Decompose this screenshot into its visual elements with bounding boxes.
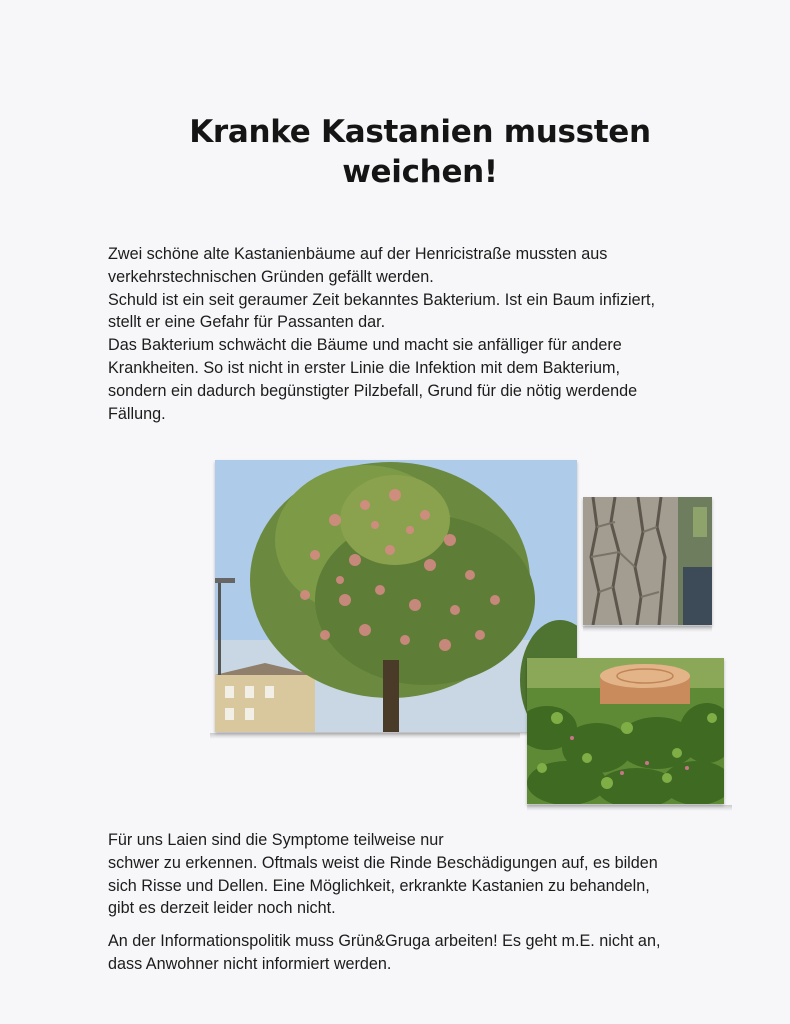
text-line: Schuld ist ein seit geraumer Zeit bekanntes Bakterium. Ist ein Baum infiziert, [108, 290, 656, 309]
text-line: sich Risse und Dellen. Eine Möglichkeit, erkrankte Kastanien zu behandeln, [108, 876, 650, 895]
title-line-2: weichen! [342, 154, 498, 190]
text-line: gibt es derzeit leider noch nicht. [108, 899, 336, 918]
stump-illustration [527, 658, 724, 804]
symptoms-paragraph [108, 829, 738, 920]
title-line-1: Kranke Kastanien mussten [189, 114, 651, 150]
photo-shadow [210, 733, 520, 739]
bark-illustration [583, 497, 712, 625]
chestnut-tree-photo [215, 460, 577, 732]
text-line: Das Bakterium schwächt die Bäume und macht sie anfälliger für andere [108, 336, 622, 355]
article-title [100, 112, 740, 192]
politics-paragraph [108, 930, 738, 976]
photo-shadow [583, 626, 712, 632]
text-line: schwer zu erkennen. Oftmals weist die Rinde Beschädigungen auf, es bilden [108, 853, 658, 872]
text-line: dass Anwohner nicht informiert werden. [108, 954, 392, 973]
text-line: Für uns Laien sind die Symptome teilweise nur [108, 831, 444, 849]
chestnut-tree-illustration [215, 460, 577, 732]
text-line: An der Informationspolitik muss Grün&Gruga arbeiten! Es geht m.E. nicht an, [108, 932, 661, 950]
text-line: Zwei schöne alte Kastanienbäume auf der Henricistraße mussten aus [108, 245, 608, 263]
text-line: sondern ein dadurch begünstigter Pilzbefall, Grund für die nötig werdende [108, 381, 638, 400]
tree-bark-photo [583, 497, 712, 625]
text-line: Fällung. [108, 404, 166, 423]
photo-shadow [527, 805, 732, 811]
intro-paragraph [108, 243, 738, 425]
text-line: Krankheiten. So ist nicht in erster Linie die Infektion mit dem Bakterium, [108, 358, 620, 377]
text-line: stellt er eine Gefahr für Passanten dar. [108, 313, 386, 332]
tree-stump-photo [527, 658, 724, 804]
text-line: verkehrstechnischen Gründen gefällt werden. [108, 267, 434, 286]
